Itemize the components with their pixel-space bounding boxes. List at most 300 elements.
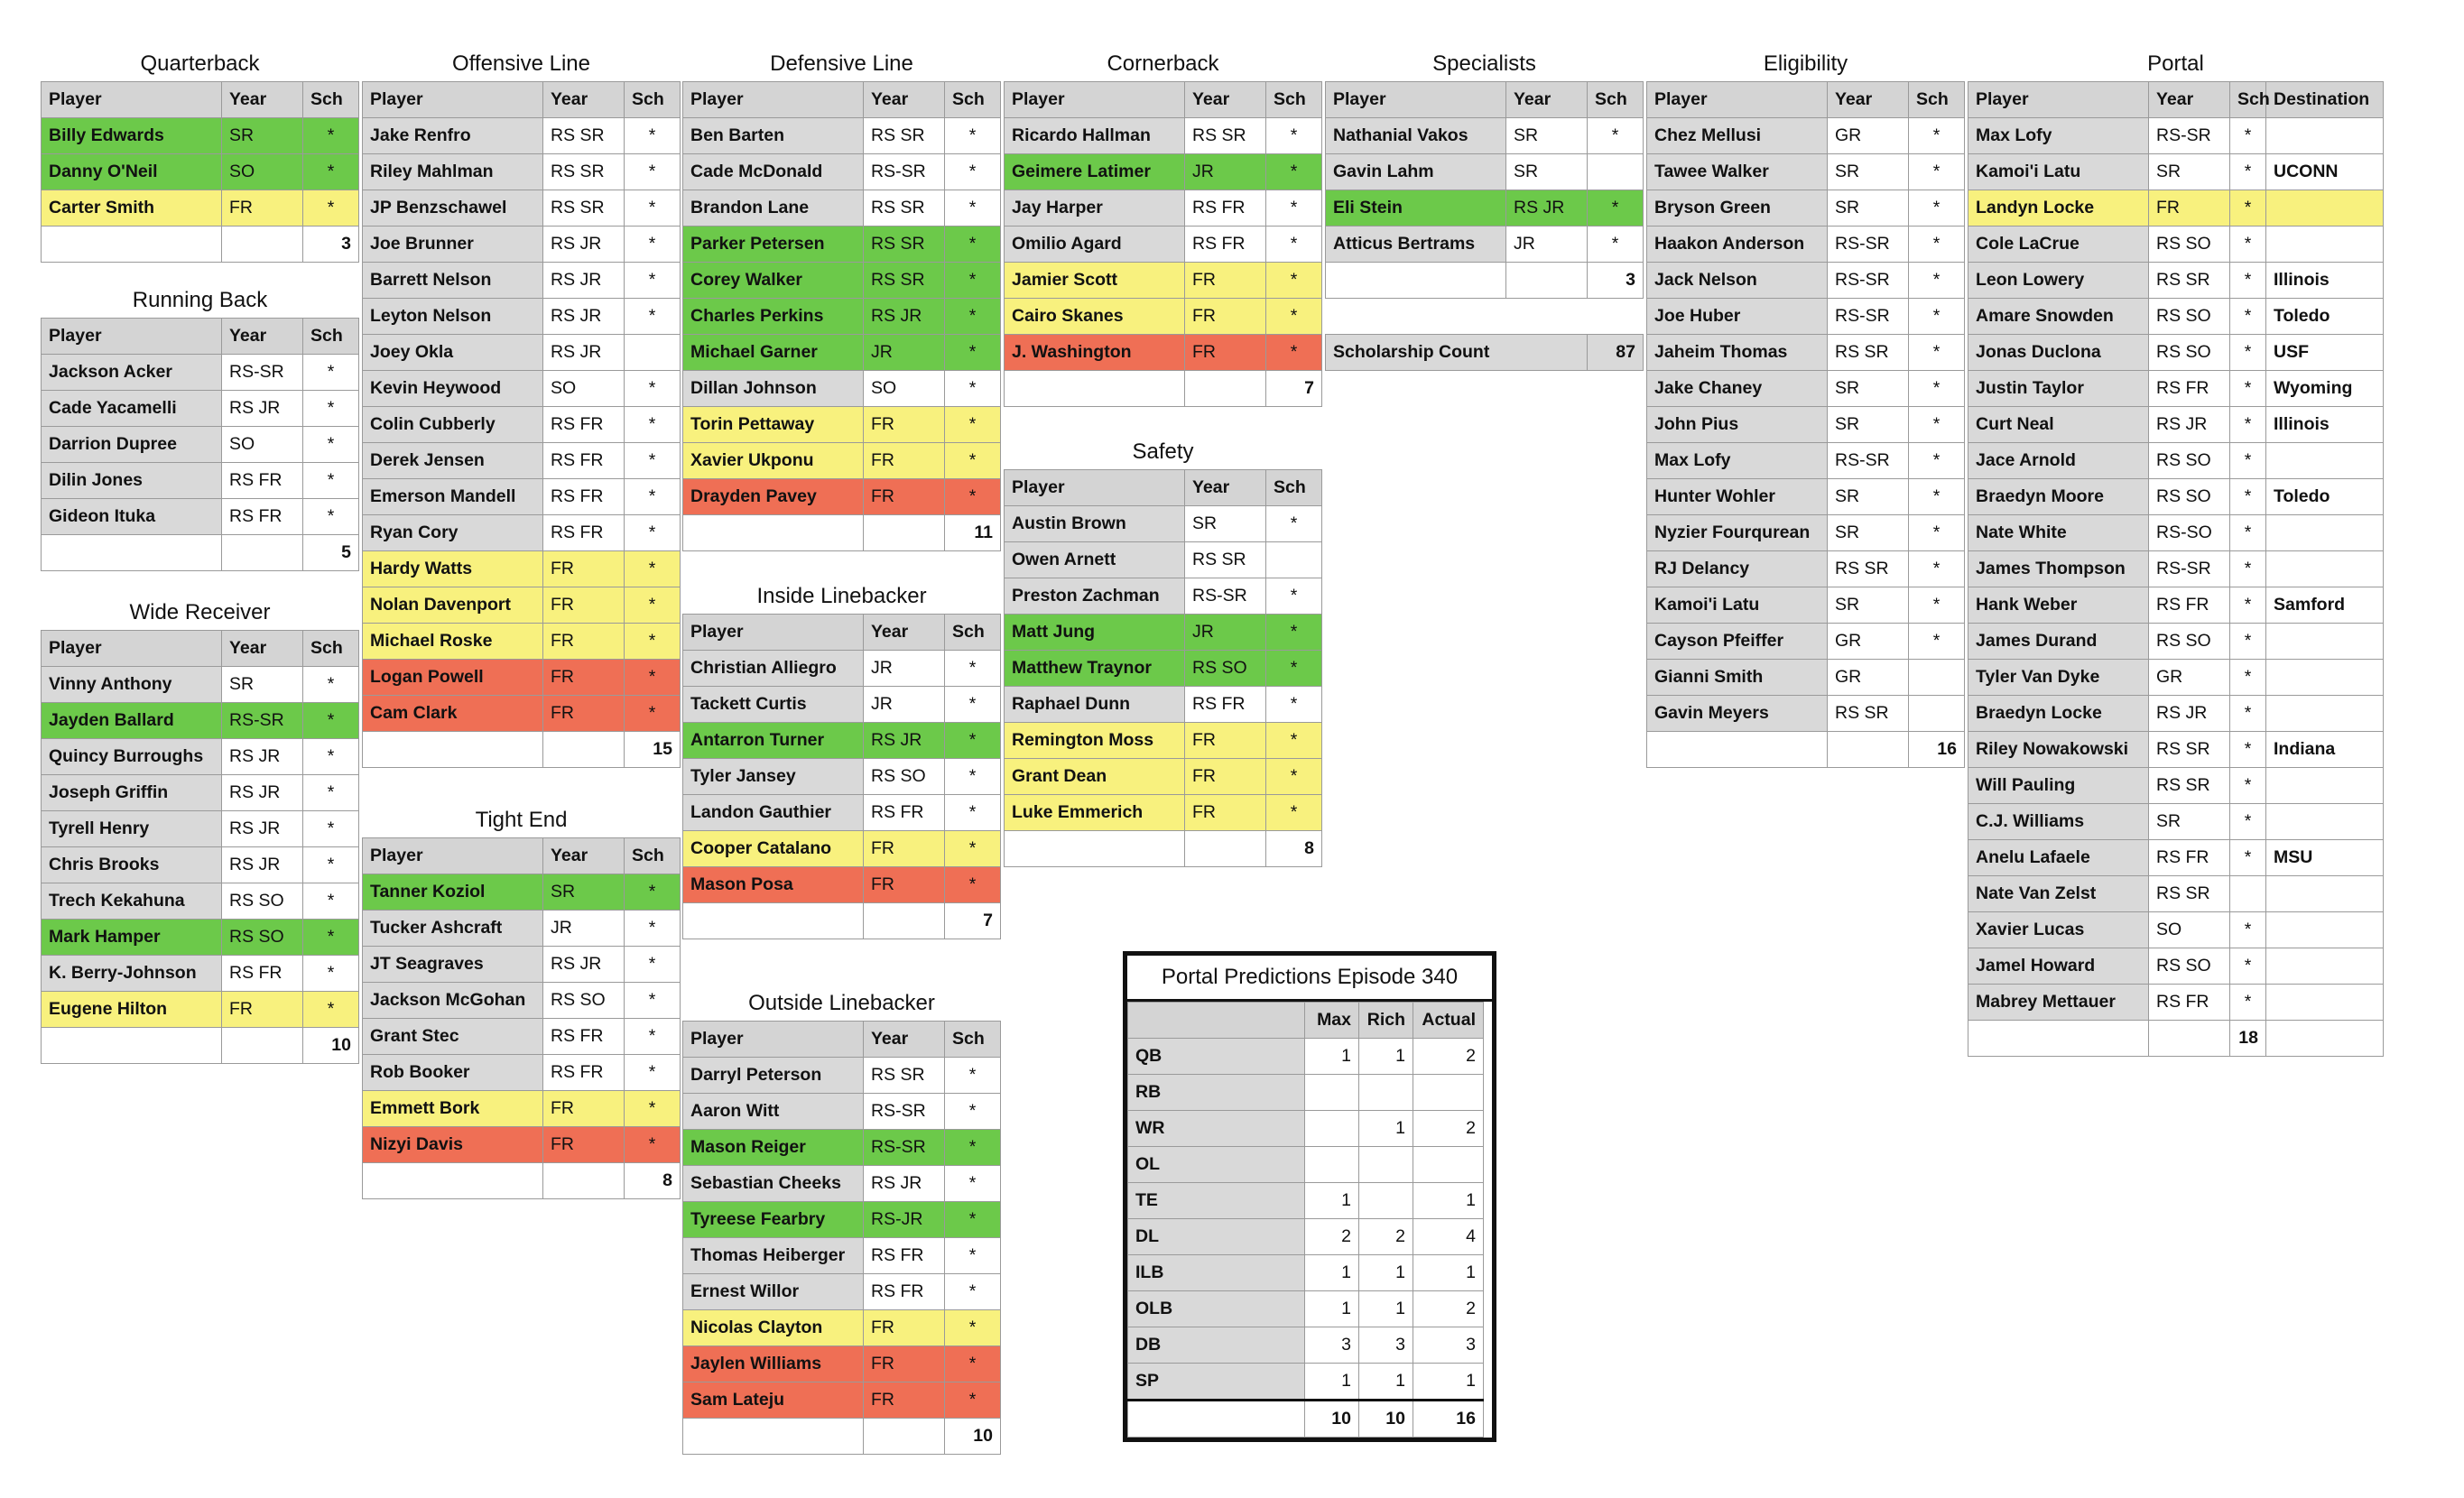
player-row: [683, 1058, 1001, 1094]
player-row: [363, 335, 681, 371]
scholarship-mark: *: [945, 479, 1001, 515]
rich-prediction: 2: [1359, 1219, 1413, 1255]
specialists-section: [1325, 47, 1644, 371]
scholarship-mark: *: [625, 551, 681, 587]
scholarship-mark: *: [625, 154, 681, 190]
player-name: Nolan Davenport: [363, 587, 543, 624]
scholarship-mark: *: [625, 911, 681, 947]
player-year: RS SR: [543, 154, 625, 190]
position-label: QB: [1128, 1039, 1305, 1075]
player-year: SO: [864, 371, 945, 407]
player-name: Hank Weber: [1968, 587, 2149, 624]
player-row: [363, 1019, 681, 1055]
player-year: RS FR: [864, 1238, 945, 1274]
scholarship-mark: *: [625, 947, 681, 983]
total-blank: [222, 227, 303, 263]
player-year: RS JR: [543, 335, 625, 371]
scholarship-mark: *: [1266, 651, 1322, 687]
scholarship-mark: *: [2230, 443, 2266, 479]
player-row: [363, 154, 681, 190]
scholarship-mark: *: [1909, 371, 1965, 407]
player-year: FR: [1185, 263, 1266, 299]
player-year: RS-SR: [222, 703, 303, 739]
player-name: Jamier Scott: [1005, 263, 1185, 299]
header-row: [363, 82, 681, 118]
player-row: [363, 660, 681, 696]
player-year: FR: [864, 407, 945, 443]
player-year: RS JR: [2149, 696, 2230, 732]
player-name: Braedyn Locke: [1968, 696, 2149, 732]
player-name: Max Lofy: [1968, 118, 2149, 154]
scholarship-mark: *: [625, 587, 681, 624]
player-name: Derek Jensen: [363, 443, 543, 479]
actual-count: 2: [1413, 1039, 1484, 1075]
player-year: JR: [1506, 227, 1588, 263]
player-name: Nate White: [1968, 515, 2149, 551]
player-row: [1647, 443, 1965, 479]
player-name: Nate Van Zelst: [1968, 876, 2149, 912]
player-year: RS SR: [864, 263, 945, 299]
player-year: RS JR: [222, 391, 303, 427]
player-name: Jay Harper: [1005, 190, 1185, 227]
actual-count: 2: [1413, 1111, 1484, 1147]
player-year: RS JR: [543, 947, 625, 983]
player-row: [1968, 768, 2384, 804]
player-year: RS SR: [864, 1058, 945, 1094]
outside-linebacker-table: [682, 1021, 1001, 1455]
player-row: [683, 1238, 1001, 1274]
player-name: Nizyi Davis: [363, 1127, 543, 1163]
section-total: 18: [2230, 1021, 2266, 1057]
player-name: Xavier Ukponu: [683, 443, 864, 479]
scholarship-mark: [1588, 154, 1644, 190]
player-row: [1005, 154, 1322, 190]
sch-column-header: Sch: [945, 82, 1001, 118]
scholarship-mark: *: [1266, 118, 1322, 154]
total-blank: [222, 535, 303, 571]
spacer: [1326, 299, 1644, 335]
player-name: Tucker Ashcraft: [363, 911, 543, 947]
player-name: Max Lofy: [1647, 443, 1828, 479]
player-name: Cade McDonald: [683, 154, 864, 190]
scholarship-mark: *: [1909, 227, 1965, 263]
player-row: [1326, 190, 1644, 227]
player-name: Bryson Green: [1647, 190, 1828, 227]
player-row: [1005, 227, 1322, 263]
player-year: SR: [1828, 154, 1909, 190]
section-total: 3: [1588, 263, 1644, 299]
player-row: [42, 739, 359, 775]
scholarship-mark: *: [303, 190, 359, 227]
scholarship-mark: *: [1266, 227, 1322, 263]
position-header: [1128, 1003, 1305, 1039]
total-row: [1005, 371, 1322, 407]
max-prediction: 2: [1305, 1219, 1359, 1255]
inside-linebacker-title: Inside Linebacker: [756, 584, 927, 608]
year-column-header: Year: [864, 82, 945, 118]
player-name: J. Washington: [1005, 335, 1185, 371]
player-row: [1005, 263, 1322, 299]
player-year: RS-SR: [222, 355, 303, 391]
player-row: [1968, 371, 2384, 407]
scholarship-mark: *: [303, 355, 359, 391]
player-year: SR: [1506, 118, 1588, 154]
player-name: Nathanial Vakos: [1326, 118, 1506, 154]
scholarship-mark: *: [945, 190, 1001, 227]
player-row: [1647, 479, 1965, 515]
player-name: Xavier Lucas: [1968, 912, 2149, 948]
scholarship-mark: *: [625, 299, 681, 335]
offensive-line-title: Offensive Line: [452, 51, 590, 76]
scholarship-mark: *: [625, 227, 681, 263]
player-row: [683, 1166, 1001, 1202]
player-name: Tanner Koziol: [363, 874, 543, 911]
rich-prediction: 1: [1359, 1111, 1413, 1147]
player-row: [683, 227, 1001, 263]
header-row: [42, 319, 359, 355]
player-row: [1968, 335, 2384, 371]
scholarship-mark: *: [945, 723, 1001, 759]
scholarship-mark: *: [1909, 118, 1965, 154]
player-name: Jake Renfro: [363, 118, 543, 154]
total-blank: [222, 1028, 303, 1064]
prediction-row: [1128, 1255, 1484, 1291]
player-name: Nicolas Clayton: [683, 1310, 864, 1346]
total-blank: [1968, 1021, 2149, 1057]
player-row: [1326, 154, 1644, 190]
total-blank: [1326, 263, 1506, 299]
scholarship-mark: *: [1909, 263, 1965, 299]
player-row: [683, 687, 1001, 723]
scholarship-count-label: Scholarship Count: [1326, 335, 1588, 371]
defensive-line-table: [682, 81, 1001, 551]
player-name: James Durand: [1968, 624, 2149, 660]
player-year: SR: [1828, 479, 1909, 515]
scholarship-mark: *: [2230, 696, 2266, 732]
player-name: Joe Huber: [1647, 299, 1828, 335]
player-row: [1005, 759, 1322, 795]
year-column-header: Year: [222, 319, 303, 355]
player-column-header: Player: [1968, 82, 2149, 118]
scholarship-mark: *: [2230, 804, 2266, 840]
player-name: Austin Brown: [1005, 506, 1185, 542]
scholarship-mark: *: [1266, 263, 1322, 299]
player-year: FR: [1185, 299, 1266, 335]
player-year: SR: [543, 874, 625, 911]
player-row: [42, 956, 359, 992]
player-row: [42, 847, 359, 883]
player-name: Cam Clark: [363, 696, 543, 732]
player-year: RS JR: [222, 811, 303, 847]
total-blank: [1647, 732, 1828, 768]
total-blank: [683, 1419, 864, 1455]
player-year: FR: [543, 587, 625, 624]
tight-end-table: [362, 837, 681, 1199]
player-name: Landyn Locke: [1968, 190, 2149, 227]
player-row: [1005, 542, 1322, 578]
player-year: RS JR: [864, 299, 945, 335]
transfer-destination: Wyoming: [2266, 371, 2384, 407]
player-row: [363, 696, 681, 732]
player-year: RS SO: [1185, 651, 1266, 687]
player-name: Quincy Burroughs: [42, 739, 222, 775]
player-year: SR: [1506, 154, 1588, 190]
player-row: [1647, 696, 1965, 732]
player-name: Brandon Lane: [683, 190, 864, 227]
header-row: [1647, 82, 1965, 118]
year-column-header: Year: [2149, 82, 2230, 118]
wide-receiver-title: Wide Receiver: [129, 600, 271, 624]
player-name: Darryl Peterson: [683, 1058, 864, 1094]
transfer-destination: [2266, 118, 2384, 154]
player-name: Joey Okla: [363, 335, 543, 371]
specialists-table: [1325, 81, 1644, 371]
actual-count: [1413, 1075, 1484, 1111]
player-row: [363, 983, 681, 1019]
player-row: [1326, 118, 1644, 154]
player-row: [363, 515, 681, 551]
scholarship-mark: *: [2230, 732, 2266, 768]
section-total: 10: [945, 1419, 1001, 1455]
player-name: Braedyn Moore: [1968, 479, 2149, 515]
actual-count: 1: [1413, 1364, 1484, 1401]
scholarship-mark: [2230, 876, 2266, 912]
max-prediction: 1: [1305, 1364, 1359, 1401]
player-year: RS-SO: [2149, 515, 2230, 551]
player-year: FR: [543, 1091, 625, 1127]
player-year: RS SO: [2149, 299, 2230, 335]
scholarship-mark: *: [303, 739, 359, 775]
scholarship-mark: *: [303, 463, 359, 499]
scholarship-mark: *: [2230, 948, 2266, 985]
scholarship-mark: *: [625, 660, 681, 696]
header-row: [683, 1022, 1001, 1058]
player-year: JR: [864, 687, 945, 723]
player-row: [1968, 227, 2384, 263]
scholarship-mark: *: [1266, 154, 1322, 190]
sch-column-header: Sch: [303, 82, 359, 118]
player-year: RS-SR: [2149, 118, 2230, 154]
max-prediction: 1: [1305, 1039, 1359, 1075]
player-name: Kamoi'i Latu: [1968, 154, 2149, 190]
scholarship-mark: *: [1588, 118, 1644, 154]
player-name: Cooper Catalano: [683, 831, 864, 867]
transfer-destination: USF: [2266, 335, 2384, 371]
player-name: Logan Powell: [363, 660, 543, 696]
player-row: [363, 299, 681, 335]
player-year: SR: [2149, 154, 2230, 190]
transfer-destination: MSU: [2266, 840, 2384, 876]
actual-count: 1: [1413, 1255, 1484, 1291]
player-year: RS FR: [543, 479, 625, 515]
player-row: [42, 463, 359, 499]
prediction-row: [1128, 1364, 1484, 1401]
scholarship-mark: *: [1909, 587, 1965, 624]
transfer-destination: [2266, 804, 2384, 840]
actual-count: [1413, 1147, 1484, 1183]
scholarship-count-row: [1326, 335, 1644, 371]
player-row: [1968, 407, 2384, 443]
scholarship-mark: *: [1588, 227, 1644, 263]
player-year: RS SR: [864, 190, 945, 227]
spacer-row: [1326, 299, 1644, 335]
player-year: FR: [222, 992, 303, 1028]
player-name: Grant Dean: [1005, 759, 1185, 795]
player-row: [1968, 840, 2384, 876]
player-name: RJ Delancy: [1647, 551, 1828, 587]
player-name: Leyton Nelson: [363, 299, 543, 335]
player-year: FR: [543, 551, 625, 587]
sch-column-header: Sch: [1266, 82, 1322, 118]
transfer-destination: [2266, 624, 2384, 660]
total-blank: [2149, 1021, 2230, 1057]
player-year: RS JR: [222, 775, 303, 811]
player-row: [42, 391, 359, 427]
player-name: Tackett Curtis: [683, 687, 864, 723]
scholarship-mark: *: [945, 263, 1001, 299]
player-row: [1647, 263, 1965, 299]
player-row: [42, 992, 359, 1028]
player-year: RS JR: [864, 723, 945, 759]
year-column-header: Year: [1506, 82, 1588, 118]
eligibility-title: Eligibility: [1763, 51, 1848, 76]
player-name: Gideon Ituka: [42, 499, 222, 535]
player-year: FR: [543, 1127, 625, 1163]
player-row: [1005, 651, 1322, 687]
player-name: Jaheim Thomas: [1647, 335, 1828, 371]
player-row: [363, 587, 681, 624]
section-total: 11: [945, 515, 1001, 551]
player-name: Jackson McGohan: [363, 983, 543, 1019]
player-year: RS FR: [543, 443, 625, 479]
scholarship-mark: *: [2230, 118, 2266, 154]
scholarship-mark: *: [2230, 912, 2266, 948]
player-column-header: Player: [683, 82, 864, 118]
player-name: Tyler Jansey: [683, 759, 864, 795]
player-name: JT Seagraves: [363, 947, 543, 983]
scholarship-mark: *: [625, 371, 681, 407]
scholarship-mark: *: [945, 335, 1001, 371]
player-name: Drayden Pavey: [683, 479, 864, 515]
header-row: [1005, 82, 1322, 118]
player-name: Jack Nelson: [1647, 263, 1828, 299]
scholarship-mark: *: [303, 499, 359, 535]
player-name: Ben Barten: [683, 118, 864, 154]
player-name: Tyler Van Dyke: [1968, 660, 2149, 696]
player-column-header: Player: [683, 615, 864, 651]
sch-column-header: Sch: [945, 1022, 1001, 1058]
player-year: RS SR: [1185, 542, 1266, 578]
portal-title: Portal: [2147, 51, 2204, 76]
scholarship-mark: *: [945, 1346, 1001, 1382]
player-column-header: Player: [363, 82, 543, 118]
player-name: Joe Brunner: [363, 227, 543, 263]
player-year: FR: [543, 660, 625, 696]
total-blank: [864, 515, 945, 551]
scholarship-mark: *: [303, 391, 359, 427]
player-year: RS SR: [1828, 551, 1909, 587]
player-name: Riley Nowakowski: [1968, 732, 2149, 768]
player-row: [1005, 506, 1322, 542]
rich-prediction: [1359, 1075, 1413, 1111]
player-year: RS FR: [2149, 371, 2230, 407]
total-blank: [683, 903, 864, 939]
rich-prediction: 3: [1359, 1327, 1413, 1364]
player-row: [1647, 407, 1965, 443]
player-name: Ricardo Hallman: [1005, 118, 1185, 154]
player-row: [683, 831, 1001, 867]
running-back-section: [41, 283, 359, 571]
scholarship-mark: *: [1266, 335, 1322, 371]
prediction-row: [1128, 1075, 1484, 1111]
player-year: JR: [1185, 154, 1266, 190]
player-row: [1968, 696, 2384, 732]
scholarship-mark: *: [945, 1238, 1001, 1274]
outside-linebacker-section: [682, 986, 1001, 1455]
total-blank: [543, 1163, 625, 1199]
player-row: [363, 190, 681, 227]
player-row: [363, 407, 681, 443]
year-column-header: Year: [543, 82, 625, 118]
player-name: Barrett Nelson: [363, 263, 543, 299]
safety-title: Safety: [1132, 439, 1194, 464]
scholarship-mark: [625, 335, 681, 371]
destination-column-header: Destination: [2266, 82, 2384, 118]
player-year: SR: [1828, 515, 1909, 551]
player-year: SR: [2149, 804, 2230, 840]
player-row: [363, 1055, 681, 1091]
player-year: RS FR: [1185, 227, 1266, 263]
player-year: FR: [864, 443, 945, 479]
player-column-header: Player: [1647, 82, 1828, 118]
player-name: JP Benzschawel: [363, 190, 543, 227]
player-name: Luke Emmerich: [1005, 795, 1185, 831]
player-year: RS FR: [864, 1274, 945, 1310]
player-row: [1005, 615, 1322, 651]
total-row: [1326, 263, 1644, 299]
total-blank: [42, 1028, 222, 1064]
player-row: [683, 479, 1001, 515]
year-column-header: Year: [864, 615, 945, 651]
scholarship-mark: *: [2230, 624, 2266, 660]
player-name: Ernest Willor: [683, 1274, 864, 1310]
transfer-destination: [2266, 227, 2384, 263]
scholarship-mark: *: [2230, 407, 2266, 443]
player-name: Landon Gauthier: [683, 795, 864, 831]
player-name: Matthew Traynor: [1005, 651, 1185, 687]
predictions-header-row: [1128, 1003, 1484, 1039]
total-blank: [42, 535, 222, 571]
total-blank: [543, 732, 625, 768]
player-year: SR: [222, 118, 303, 154]
total-blank: [1185, 831, 1266, 867]
player-column-header: Player: [683, 1022, 864, 1058]
total-row: [683, 1419, 1001, 1455]
total-blank: [1005, 371, 1185, 407]
scholarship-mark: *: [1909, 551, 1965, 587]
player-row: [1968, 876, 2384, 912]
header-row: [42, 82, 359, 118]
player-name: Raphael Dunn: [1005, 687, 1185, 723]
player-year: GR: [2149, 660, 2230, 696]
scholarship-mark: *: [2230, 660, 2266, 696]
player-name: Emerson Mandell: [363, 479, 543, 515]
player-name: Michael Garner: [683, 335, 864, 371]
player-name: Eli Stein: [1326, 190, 1506, 227]
tight-end-title: Tight End: [475, 808, 568, 832]
scholarship-mark: [1909, 696, 1965, 732]
player-year: FR: [543, 696, 625, 732]
